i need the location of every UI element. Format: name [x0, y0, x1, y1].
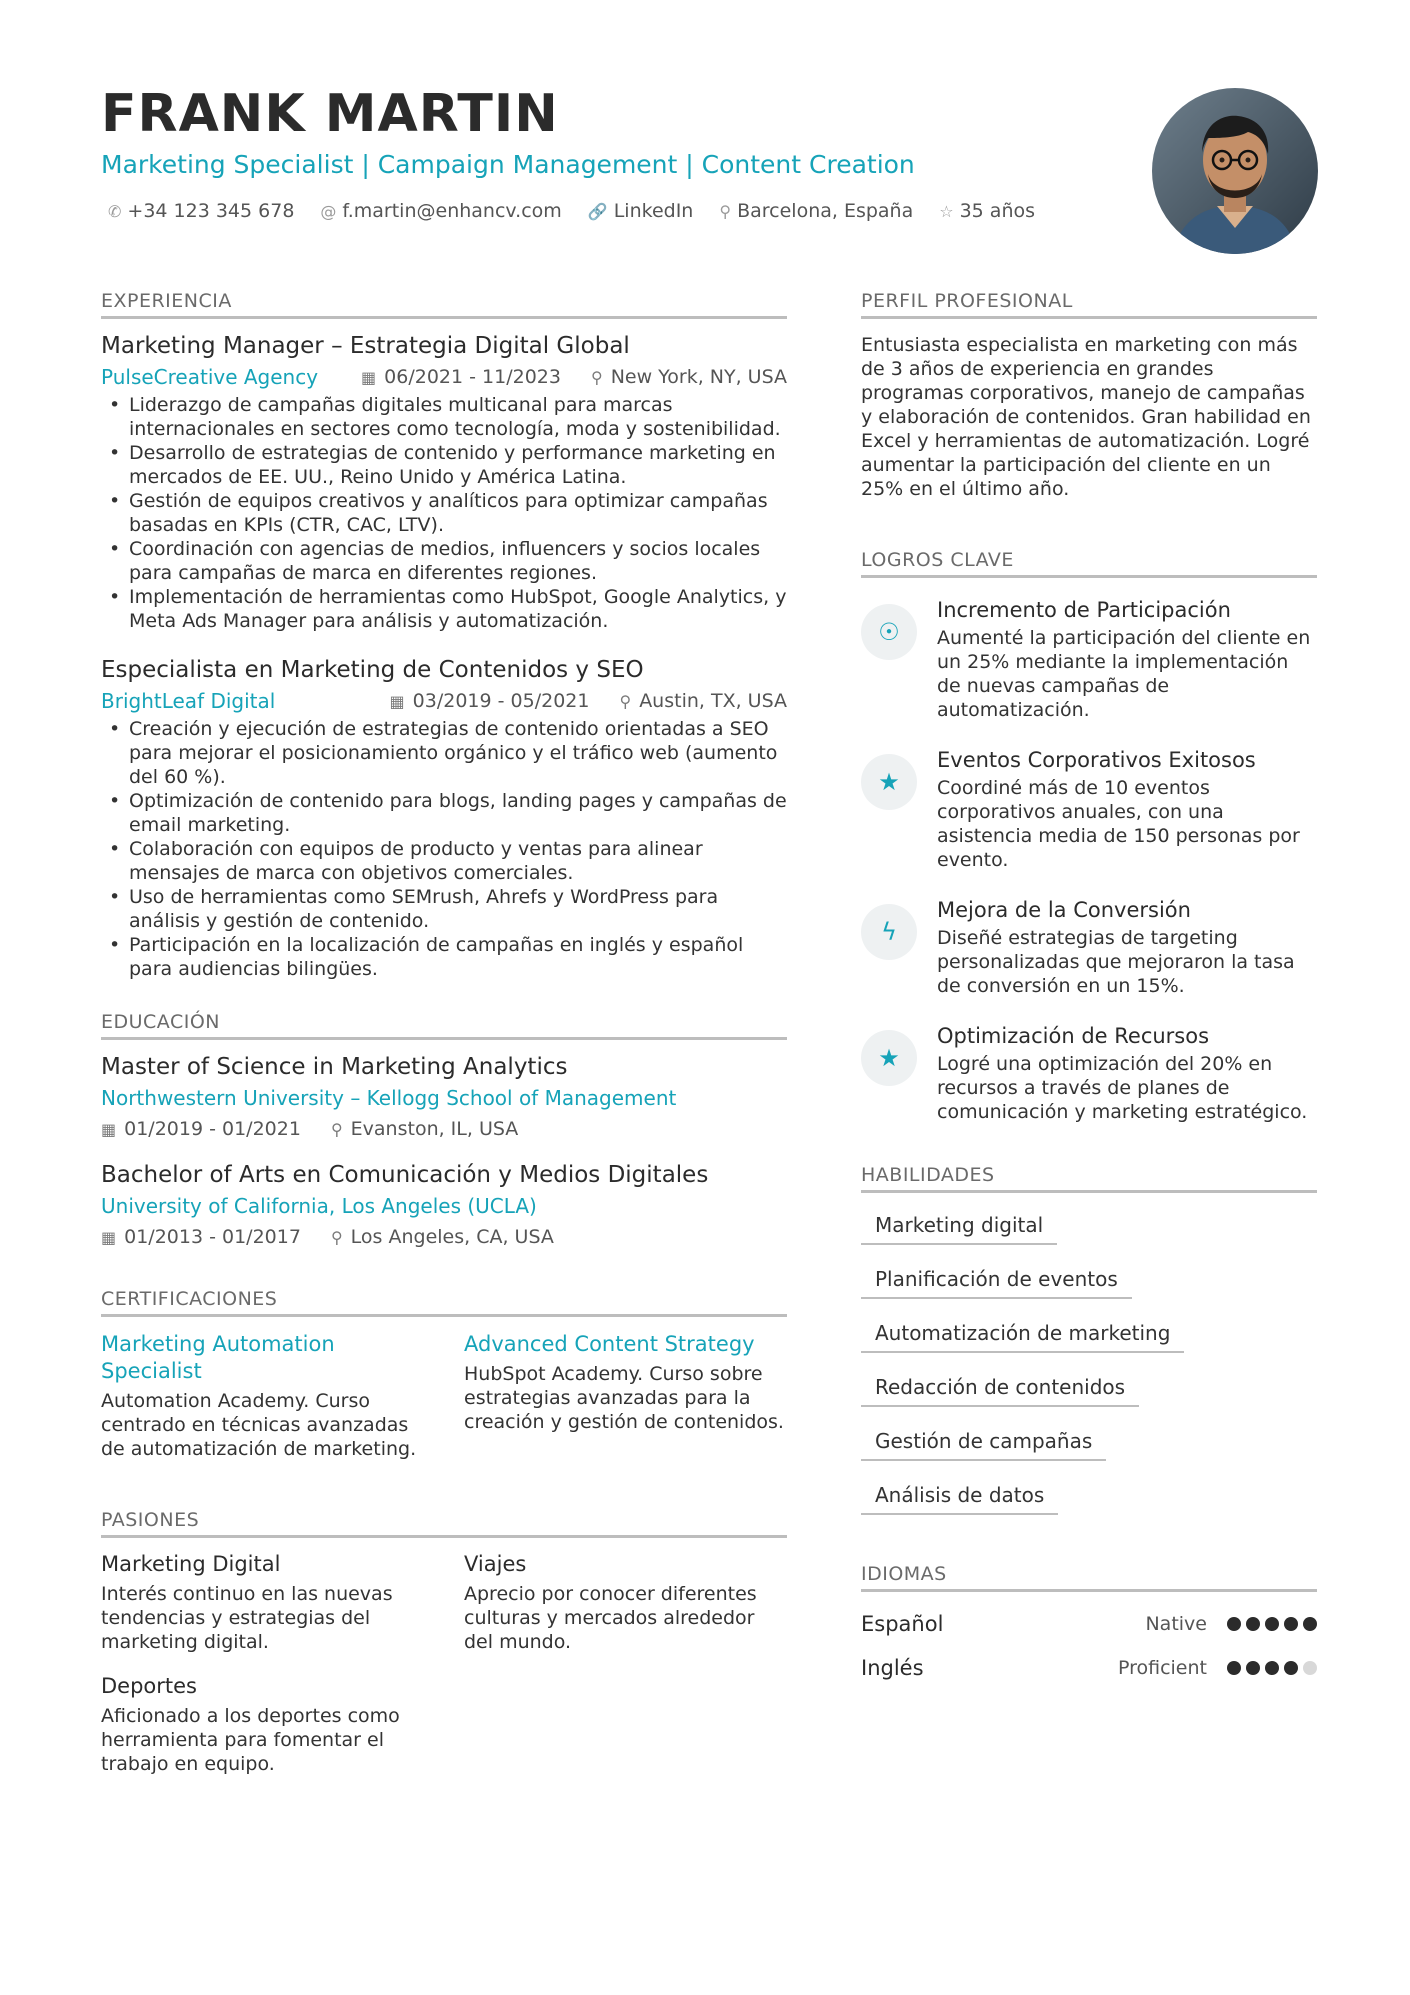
passion-entry: [101, 1552, 424, 1654]
certification-title: Marketing Automation Specialist: [101, 1332, 335, 1383]
education-dates: [101, 1226, 301, 1248]
section-title-certifications: CERTIFICACIONES: [101, 1288, 787, 1317]
bullet-list: [101, 717, 787, 981]
dates-text: 01/2019 - 01/2021: [124, 1118, 301, 1140]
certification-entry: [464, 1331, 787, 1461]
avatar: [1152, 88, 1318, 254]
rating-dot: [1246, 1617, 1260, 1631]
language-rating: [1227, 1617, 1317, 1631]
bullet-item: • Participación en la localización de campañas en inglés y español para audiencias bilingües.: [101, 933, 787, 981]
calendar-icon: ▦: [389, 691, 405, 711]
dates-text: 03/2019 - 05/2021: [412, 690, 590, 712]
skills-list: [861, 1207, 1317, 1515]
passions-list: [101, 1552, 787, 1796]
passion-desc: Interés continuo en las nuevas tendencias y estrategias del marketing digital.: [101, 1583, 393, 1653]
language-entry: [861, 1656, 1317, 1680]
language-name: Inglés: [861, 1656, 924, 1680]
contact-phone: [108, 200, 294, 222]
job-location: [591, 366, 787, 388]
star-icon: ★: [861, 754, 917, 810]
location-pin-icon: ⚲: [619, 691, 632, 711]
achievement-desc: Diseñé estrategias de targeting personalizadas que mejoraron la tasa de conversión en un 15%.: [937, 927, 1295, 997]
section-title-achievements: LOGROS CLAVE: [861, 549, 1317, 578]
rating-dot: [1284, 1617, 1298, 1631]
job-title: Marketing Manager – Estrategia Digital Global: [101, 333, 630, 359]
profile-summary: Entusiasta especialista en marketing con más de 3 años de experiencia en grandes programas corporativos, manejo de campañas y elaboración de contenidos. Gran habilidad en Excel y herramientas de automatización. Logré aumentar la participación del cliente en un 25% en el último año.: [861, 334, 1311, 500]
education-entry: [101, 1054, 787, 1140]
rating-dot: [1265, 1661, 1279, 1675]
bullet-item: • Implementación de herramientas como HubSpot, Google Analytics, y Meta Ads Manager para análisis y automatización.: [101, 585, 787, 633]
job-dates: [361, 366, 561, 388]
school-name: Northwestern University – Kellogg School of Management: [101, 1086, 677, 1110]
section-title-skills: HABILIDADES: [861, 1164, 1317, 1193]
location-pin-icon: ⚲: [330, 1227, 343, 1247]
certification-title: Advanced Content Strategy: [464, 1332, 755, 1356]
education-list: [101, 1054, 787, 1248]
bullet-item: • Colaboración con equipos de producto y ventas para alinear mensajes de marca con objetivos comerciales.: [101, 837, 787, 885]
experience-entry: [101, 333, 787, 633]
skill-tag: Gestión de campañas: [861, 1423, 1106, 1461]
dates-text: 01/2013 - 01/2017: [124, 1226, 301, 1248]
achievement-entry: [861, 898, 1317, 998]
achievement-desc: Logré una optimización del 20% en recursos a través de planes de comunicación y marketing estratégico.: [937, 1053, 1308, 1123]
bullet-item: • Coordinación con agencias de medios, influencers y socios locales para campañas de marca en diferentes regiones.: [101, 537, 787, 585]
job-title: Especialista en Marketing de Contenidos y SEO: [101, 657, 644, 683]
rating-dot: [1284, 1661, 1298, 1675]
rating-dot: [1265, 1617, 1279, 1631]
left-column: [101, 290, 787, 1796]
calendar-icon: ▦: [361, 367, 377, 387]
linkedin-link[interactable]: LinkedIn: [613, 200, 694, 222]
achievement-desc: Aumenté la participación del cliente en un 25% mediante la implementación de nuevas campañas de automatización.: [937, 627, 1311, 721]
contact-age: [939, 200, 1035, 222]
contact-email[interactable]: [320, 200, 561, 222]
certification-desc: Automation Academy. Curso centrado en técnicas avanzadas de automatización de marketing.: [101, 1390, 417, 1460]
school-name: University of California, Los Angeles (UCLA): [101, 1194, 537, 1218]
rating-dot: [1303, 1617, 1317, 1631]
achievement-entry: [861, 598, 1317, 722]
bolt-icon: ϟ: [861, 904, 917, 960]
bullet-item: • Optimización de contenido para blogs, landing pages y campañas de email marketing.: [101, 789, 787, 837]
passion-title: Deportes: [101, 1674, 197, 1698]
skill-tag: Marketing digital: [861, 1207, 1057, 1245]
achievement-body: [937, 1024, 1317, 1124]
experience-entry: [101, 657, 787, 981]
bullet-item: • Gestión de equipos creativos y analíticos para optimizar campañas basadas en KPIs (CTR, CAC, LTV).: [101, 489, 787, 537]
degree-title: Bachelor of Arts en Comunicación y Medios Digitales: [101, 1162, 709, 1188]
company-name: PulseCreative Agency: [101, 365, 319, 389]
language-entry: [861, 1612, 1317, 1636]
contact-linkedin[interactable]: [588, 200, 694, 222]
location-text: Austin, TX, USA: [639, 690, 787, 712]
degree-title: Master of Science in Marketing Analytics: [101, 1054, 568, 1080]
passion-desc: Aficionado a los deportes como herramienta para fomentar el trabajo en equipo.: [101, 1705, 400, 1775]
achievement-title: Incremento de Participación: [937, 598, 1231, 622]
email-text[interactable]: f.martin@enhancv.com: [342, 200, 562, 222]
education-meta: [101, 1226, 787, 1248]
language-name: Español: [861, 1612, 944, 1636]
job-location: [619, 690, 787, 712]
education-entry: [101, 1162, 787, 1248]
location-pin-icon: ⚲: [330, 1119, 343, 1139]
section-title-experience: EXPERIENCIA: [101, 290, 787, 319]
skill-tag: Automatización de marketing: [861, 1315, 1184, 1353]
bullet-item: • Desarrollo de estrategias de contenido y performance marketing en mercados de EE. UU., Reino Unido y América Latina.: [101, 441, 787, 489]
profile-photo: [1152, 88, 1318, 254]
certifications-list: [101, 1331, 787, 1461]
rating-dot: [1246, 1661, 1260, 1675]
achievement-body: [937, 748, 1317, 872]
achievement-body: [937, 898, 1317, 998]
right-column: [861, 290, 1317, 1700]
achievement-desc: Coordiné más de 10 eventos corporativos anuales, con una asistencia media de 150 personas por evento.: [937, 777, 1300, 871]
education-location: [331, 1226, 554, 1248]
job-meta: [101, 365, 787, 389]
language-level: Native: [1145, 1613, 1207, 1635]
location-pin-icon: ⚲: [590, 367, 603, 387]
bullet-item: • Uso de herramientas como SEMrush, Ahrefs y WordPress para análisis y gestión de contenido.: [101, 885, 787, 933]
achievement-entry: [861, 748, 1317, 872]
location-text: Los Angeles, CA, USA: [350, 1226, 554, 1248]
job-meta: [101, 689, 787, 713]
location-pin-icon: ⚲: [719, 201, 732, 221]
link-icon: 🔗: [587, 201, 608, 221]
calendar-icon: ▦: [101, 1119, 117, 1139]
section-title-education: EDUCACIÓN: [101, 1011, 787, 1040]
lightbulb-icon: ☉: [861, 604, 917, 660]
at-icon: @: [320, 201, 337, 221]
bullet-list: [101, 393, 787, 633]
phone-icon: ✆: [108, 201, 122, 221]
star-icon: ★: [861, 1030, 917, 1086]
certification-desc: HubSpot Academy. Curso sobre estrategias avanzadas para la creación y gestión de contenidos.: [464, 1363, 784, 1433]
skill-tag: Análisis de datos: [861, 1477, 1058, 1515]
age-text: 35 años: [959, 200, 1036, 222]
passion-entry: [101, 1674, 424, 1776]
section-title-languages: IDIOMAS: [861, 1563, 1317, 1592]
achievement-body: [937, 598, 1317, 722]
bullet-item: • Liderazgo de campañas digitales multicanal para marcas internacionales en sectores como tecnología, moda y sostenibilidad.: [101, 393, 787, 441]
experience-list: [101, 333, 787, 981]
language-rating: [1227, 1661, 1317, 1675]
achievement-entry: [861, 1024, 1317, 1124]
contact-location: [719, 200, 913, 222]
rating-dot: [1227, 1617, 1241, 1631]
location-text: Evanston, IL, USA: [350, 1118, 519, 1140]
achievements-list: [861, 598, 1317, 1124]
candidate-name: FRANK MARTIN: [101, 84, 559, 144]
certification-entry: [101, 1331, 424, 1461]
bullet-item: • Creación y ejecución de estrategias de contenido orientadas a SEO para mejorar el posicionamiento orgánico y el tráfico web (aumento del 60 %).: [101, 717, 787, 789]
passion-title: Viajes: [464, 1552, 527, 1576]
education-dates: [101, 1118, 301, 1140]
achievement-title: Mejora de la Conversión: [937, 898, 1191, 922]
section-title-passions: PASIONES: [101, 1509, 787, 1538]
star-outline-icon: ☆: [939, 201, 954, 221]
education-meta: [101, 1118, 787, 1140]
passion-desc: Aprecio por conocer diferentes culturas y mercados alrededor del mundo.: [464, 1583, 757, 1653]
skill-tag: Planificación de eventos: [861, 1261, 1132, 1299]
dates-text: 06/2021 - 11/2023: [384, 366, 561, 388]
location-text: Barcelona, España: [737, 200, 914, 222]
calendar-icon: ▦: [101, 1227, 117, 1247]
achievement-title: Eventos Corporativos Exitosos: [937, 748, 1256, 772]
location-text: New York, NY, USA: [610, 366, 787, 388]
language-level: Proficient: [1117, 1657, 1207, 1679]
passion-title: Marketing Digital: [101, 1552, 281, 1576]
education-location: [331, 1118, 518, 1140]
achievement-title: Optimización de Recursos: [937, 1024, 1210, 1048]
job-dates: [390, 690, 590, 712]
rating-dot: [1227, 1661, 1241, 1675]
rating-dot: [1303, 1661, 1317, 1675]
contact-bar: [108, 200, 1035, 222]
languages-list: [861, 1612, 1317, 1680]
skill-tag: Redacción de contenidos: [861, 1369, 1139, 1407]
company-name: BrightLeaf Digital: [101, 689, 276, 713]
headline: Marketing Specialist | Campaign Management | Content Creation: [101, 150, 915, 179]
phone-text: +34 123 345 678: [127, 200, 295, 222]
section-title-profile: PERFIL PROFESIONAL: [861, 290, 1317, 319]
passion-entry: [464, 1552, 787, 1654]
